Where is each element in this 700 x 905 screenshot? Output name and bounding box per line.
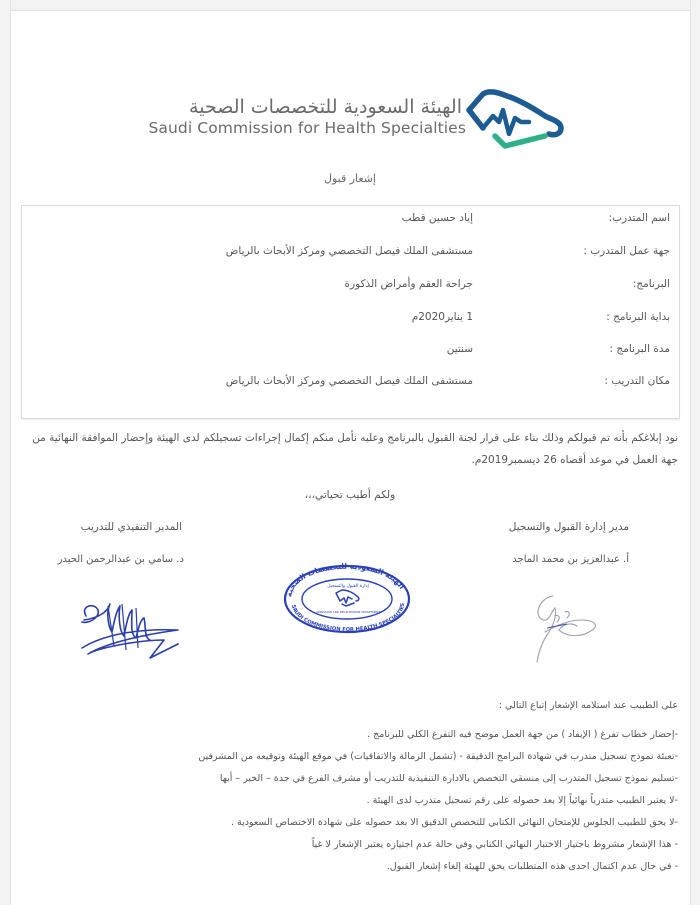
stamp-text-english: SAUDI COMMISSION FOR HEALTH SPECIALTIES [289,602,407,634]
instruction-item: - هذا الإشعار مشروط باجتياز الاختبار النهائي الكتابي وفي حالة عدم اجتيازه يعتبر الإشعار لا غياً [311,839,678,850]
field-label-start-date: بداية البرنامج : [606,311,670,323]
field-label-training-location: مكان التدريب : [604,375,670,387]
instruction-item: -تعبئة نموذج تسجيل متدرب في شهادة البرامج الدقيقة - (تشمل الزمالة والاتفاقيات) في موقع الهيئة وتوقيعه من المشرفين [198,751,678,762]
instructions-intro: على الطبيب عند استلامه الإشعار إتباع التالي : [498,700,678,711]
field-value-training-location: مستشفى الملك فيصل التخصصي ومركز الأبحاث بالرياض [225,375,473,387]
field-label-employer: جهة عمل المتدرب : [583,245,670,257]
stamp-dept-arabic: إدارة القبول والتسجيل [327,584,369,589]
svg-text:الهيئة السعودية للتخصصات الصحي [284,563,406,598]
field-value-program: جراحة العقم وأمراض الذكورة [344,278,473,290]
logo-text-english: Saudi Commission for Health Specialties [148,119,466,137]
field-label-trainee-name: اسم المتدرب: [608,212,670,224]
page-frame-left [0,0,11,905]
field-value-start-date: 1 يناير2020م [411,311,473,323]
schs-logo-icon [463,88,567,152]
instruction-item: -لا يعتبر الطبيب متدرباً نهائياً إلا بعد حصوله على رقم تسجيل متدرب لدى الهيئة . [366,795,678,806]
official-stamp [282,563,412,635]
stamp-logo-icon [336,590,359,606]
closing-regards: ولكم أطيب تحياتي،،، [304,489,396,501]
field-label-duration: مدة البرنامج : [609,343,670,355]
signatory-left-name: د. سامي بن عبدالرحمن الحيدر [57,554,184,565]
instruction-item: -تسليم نموذج تسجيل المتدرب إلى منسقي التخصص بالادارة التنفيذية للتدريب أو مشرف الفرع في جدة – الخبر – أبها [219,773,678,784]
instruction-item: - في حال عدم اكتمال احدى هذه المتطلبات يحق للهيئة إلغاء إشعار القبول. [386,861,678,872]
instruction-item: -إحضار خطاب تفرغ ( الإيفاد ) من جهة العمل موضح فيه التفرغ الكلي للبرنامج . [367,729,678,740]
signatory-right-title: مدير إدارة القبول والتسجيل [508,521,629,533]
signature-right-image [525,592,605,666]
page-frame-top [0,0,700,11]
stamp-text-arabic: الهيئة السعودية للتخصصات الصحية [284,563,407,598]
document-title: إشعار قبول [324,172,376,185]
stamp-dept-english: ADMISSION AND REGISTRATION DEPARTMENT [315,610,381,614]
field-value-employer: مستشفى الملك فيصل التخصصي ومركز الأبحاث بالرياض [225,245,473,257]
scrollbar[interactable] [690,0,700,905]
field-label-program: البرنامج: [632,278,670,290]
field-value-duration: سنتين [446,343,473,355]
body-paragraph-line-2: جهة العمل في موعد أقصاه 26 ديسمبر2019م. [471,454,678,466]
signature-left-image [78,598,188,666]
signatory-right-name: أ. عبدالعزيز بن محمد الماجد [512,554,629,565]
body-paragraph-line-1: نود إبلاغكم بأنه تم قبولكم وذلك بناء على قرار لجنة القبول بالبرنامج وعليه نأمل منكم إكمال إجراءات تسجيلكم لدى الهيئة وإحضار الموافقة النهائية من [32,432,678,444]
signatory-left-title: المدير التنفيذي للتدريب [80,521,182,533]
instruction-item: -لا يحق للطبيب الجلوس للإمتحان النهائي الكتابي للتخصص الدقيق الا بعد حصوله على شهادة الاختصاص السعودية . [230,817,678,828]
field-value-trainee-name: إياد حسين قطب [401,212,473,224]
logo-text-arabic: الهيئة السعودية للتخصصات الصحية [189,96,462,118]
